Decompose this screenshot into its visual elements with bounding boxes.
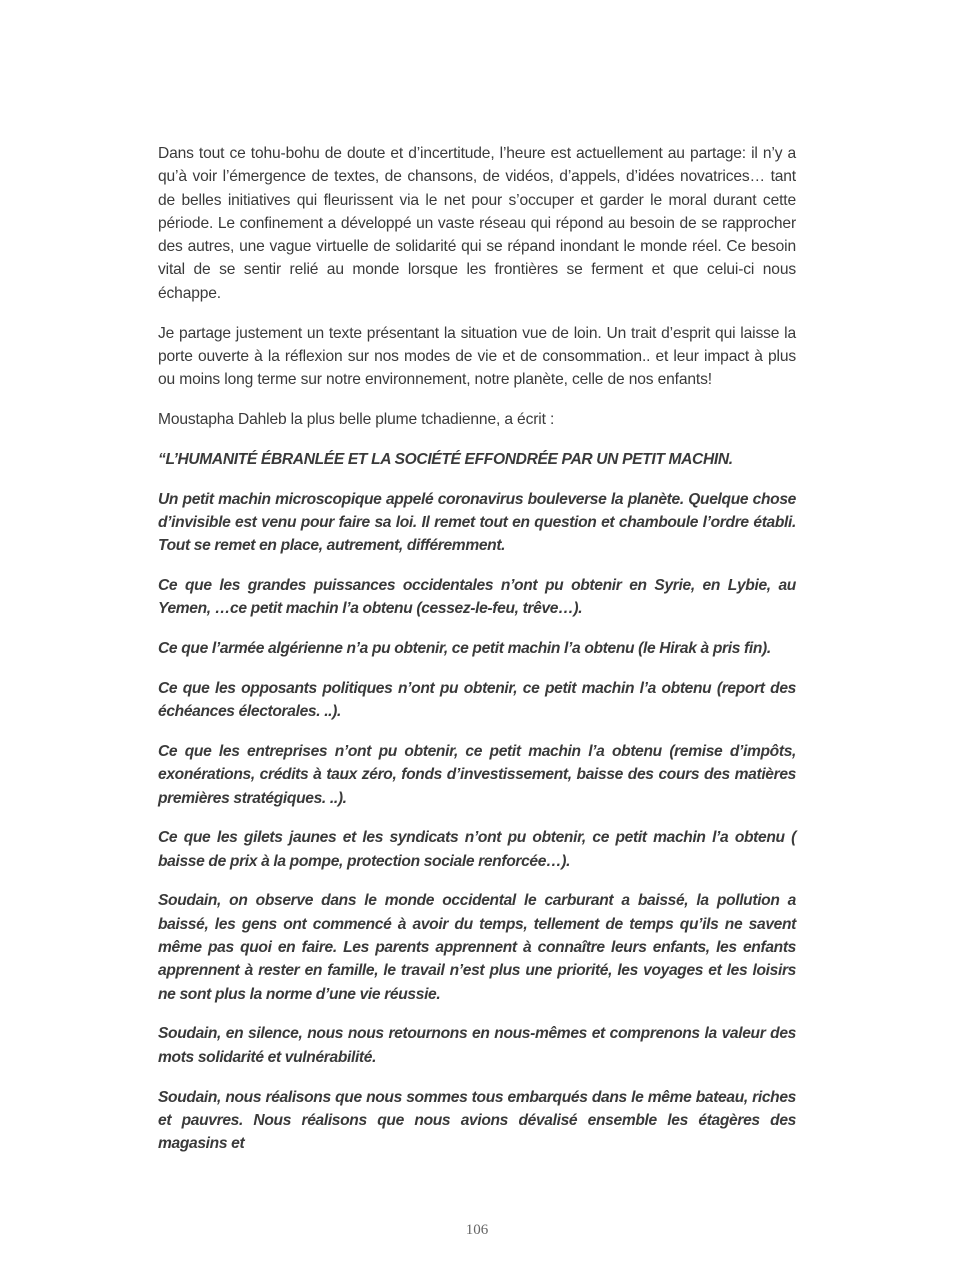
quote-paragraph: Soudain, en silence, nous nous retournons en nous-mêmes et comprenons la valeur des mots solidarité et vulnérabilité. <box>158 1025 796 1066</box>
page-body <box>158 142 796 1172</box>
quote-paragraph: Ce que les gilets jaunes et les syndicats n’ont pu obtenir, ce petit machin l’a obtenu ( baisse de prix à la pompe, protection sociale renforcée…). <box>158 829 796 870</box>
intro-paragraph: Dans tout ce tohu-bohu de doute et d’incertitude, l’heure est actuellement au partage: il n’y a qu’à voir l’émergence de textes, de chansons, de vidéos, d’appels, d’idées novatrices… tant de belles initiatives qui fleurissent via le net pour s’occuper et garder le moral durant cette période. Le confinement a développé un vaste réseau qui répond au besoin de se rapprocher des autres, une vague virtuelle de solidarité qui se répand inondant le monde réel. Ce besoin vital de se sentir relié au monde lorsque les frontières se ferment et que celui-ci nous échappe. <box>158 145 796 302</box>
quote-paragraph: Ce que l’armée algérienne n’a pu obtenir, ce petit machin l’a obtenu (le Hirak à pris fin). <box>158 640 771 658</box>
quote-title: “L’HUMANITÉ ÉBRANLÉE ET LA SOCIÉTÉ EFFONDRÉE PAR UN PETIT MACHIN. <box>158 450 733 468</box>
quote-paragraph: Ce que les opposants politiques n’ont pu obtenir, ce petit machin l’a obtenu (report des échéances électorales. ..). <box>158 679 796 721</box>
attribution-line: Moustapha Dahleb la plus belle plume tchadienne, a écrit : <box>158 410 555 428</box>
intro-paragraph: Je partage justement un texte présentant la situation vue de loin. Un trait d’esprit qui laisse la porte ouverte à la réflexion sur nos modes de vie et de consommation.. et leur impact à plus ou moins long terme sur notre environnement, notre planète, celle de nos enfants! <box>158 324 796 389</box>
quote-paragraph: Soudain, nous réalisons que nous sommes tous embarqués dans le même bateau, riches et pauvres. Nous réalisons que nous avions dévalisé ensemble les étagères des magasins et <box>158 1088 796 1153</box>
quote-paragraph: Ce que les entreprises n’ont pu obtenir, ce petit machin l’a obtenu (remise d’impôts, exonérations, crédits à taux zéro, fonds d’investissement, baisse des cours des matières premières stratégiques. ..). <box>158 742 796 807</box>
quote-paragraph: Ce que les grandes puissances occidentales n’ont pu obtenir en Syrie, en Lybie, au Yemen, …ce petit machin l’a obtenu (cessez-le-feu, trêve…). <box>158 576 796 618</box>
quote-paragraph: Soudain, on observe dans le monde occidental le carburant a baissé, la pollution a baissé, les gens ont commencé à avoir du temps, tellement de temps qu’ils ne savent même pas quoi en faire. Les parents apprennent à connaître leurs enfants, les enfants apprennent à rester en famille, le travail n’est plus une priorité, les voyages et les loisirs ne sont plus la norme d’une vie réussie. <box>158 892 796 1003</box>
page-number: 106 <box>465 1222 489 1238</box>
quote-paragraph: Un petit machin microscopique appelé coronavirus bouleverse la planète. Quelque chose d’invisible est venu pour faire sa loi. Il remet tout en question et chamboule l’ordre établi. Tout se remet en place, autrement, différemment. <box>158 490 796 555</box>
